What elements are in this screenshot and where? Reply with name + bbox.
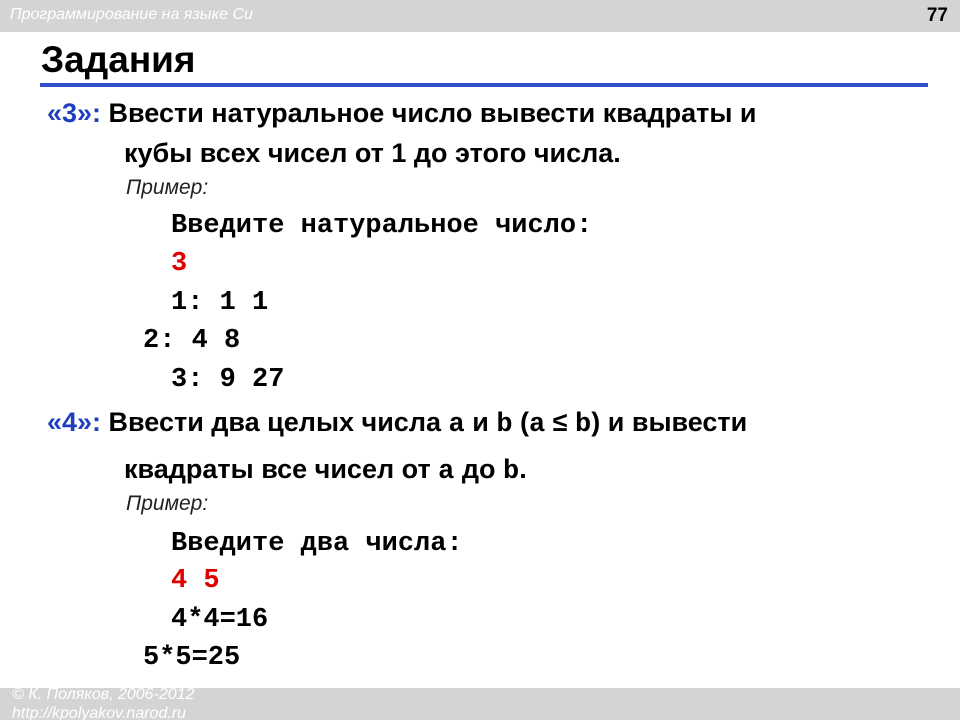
var-b: b (503, 457, 520, 487)
footer-url[interactable]: http://kpolyakov.narod.ru (12, 705, 187, 720)
task3-row-3: 3: 9 27 (171, 365, 285, 395)
task4-text: Ввести два целых числа (101, 407, 449, 437)
task4-text: и (464, 407, 497, 437)
var-a: a (448, 410, 465, 440)
task3-input: 3 (171, 249, 188, 279)
var-a: a (438, 457, 455, 487)
var-b: b (496, 410, 513, 440)
task4-text: до (454, 454, 504, 484)
task4-line1 (47, 405, 747, 442)
task4-text: ( (512, 407, 530, 437)
task4-prompt: Введите два числа: (171, 529, 463, 559)
task4-input: 4 5 (171, 566, 220, 596)
page-number: 77 (926, 5, 948, 26)
slide-title: Задания (41, 39, 196, 80)
task4-text: . (519, 454, 527, 484)
task4-number: «4»: (47, 407, 102, 437)
task4-line2 (124, 452, 527, 489)
task3-number: «3»: (47, 98, 102, 128)
footer-bar (0, 688, 960, 720)
task3-row-2: 2: 4 8 (143, 326, 241, 356)
task3-example-label: Пример: (126, 176, 209, 199)
task3-text-line2: кубы всех чисел от 1 до этого числа. (124, 138, 621, 168)
task4-text: квадраты все чисел от (124, 454, 439, 484)
task3-line1 (47, 96, 757, 130)
footer-author: © К. Поляков, 2006-2012 (12, 688, 195, 703)
title-underline (40, 83, 928, 87)
task4-text: ) и вывести (591, 407, 748, 437)
task3-text-line1: Ввести натуральное число вывести квадраты и (101, 98, 757, 128)
task4-row-2: 5*5=25 (143, 643, 241, 673)
task3-prompt: Введите натуральное число: (171, 211, 593, 241)
var-a: a (529, 410, 546, 440)
task4-example-label: Пример: (126, 492, 209, 515)
course-title: Программирование на языке Си (10, 6, 253, 23)
var-b: b (575, 410, 592, 440)
task4-row-1: 4*4=16 (171, 605, 269, 635)
less-equal-sign: ≤ (545, 407, 576, 437)
task3-row-1: 1: 1 1 (171, 288, 269, 318)
header-bar (0, 0, 960, 32)
